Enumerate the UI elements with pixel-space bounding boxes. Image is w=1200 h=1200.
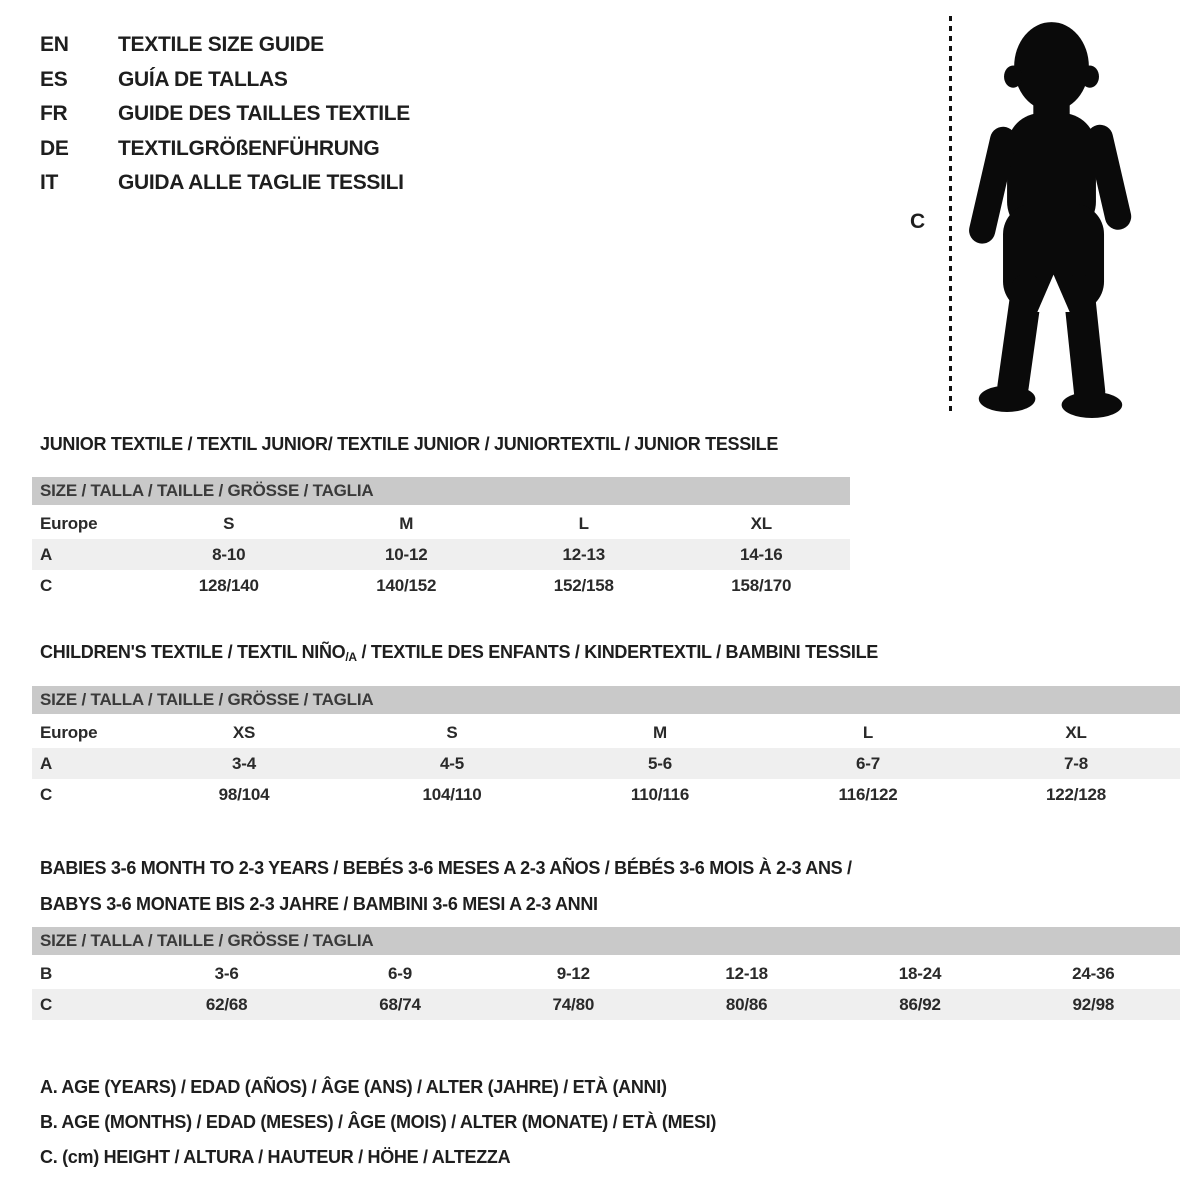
babies-textile-section	[32, 850, 1180, 1020]
row-label: Europe	[40, 723, 98, 742]
table-cell: 122/128	[1045, 785, 1107, 804]
table-row	[32, 958, 1180, 989]
section-heading: JUNIOR TEXTILE / TEXTIL JUNIOR/ TEXTILE JUNIOR / JUNIORTEXTIL / JUNIOR TESSILE	[40, 434, 779, 454]
toddler-silhouette-icon	[962, 14, 1140, 418]
table-cell: 24-36	[1072, 964, 1115, 983]
table-cell: 5-6	[648, 754, 672, 773]
language-code: DE	[40, 136, 69, 160]
language-code: EN	[40, 33, 69, 56]
table-cell: 9-12	[556, 964, 590, 983]
table-cell: 12-18	[725, 964, 768, 983]
table-row	[32, 779, 1180, 810]
children-size-table	[32, 686, 1180, 810]
table-cell: XL	[1065, 723, 1087, 742]
table-cell: 4-5	[440, 754, 464, 773]
row-label: C	[40, 576, 53, 595]
row-label: A	[40, 754, 53, 773]
table-cell: 98/104	[218, 785, 270, 804]
table-cell: 110/116	[630, 785, 690, 804]
table-cell: 128/140	[198, 576, 259, 595]
table-cell: M	[653, 723, 667, 742]
table-cell: 140/152	[376, 576, 437, 595]
language-row	[40, 97, 410, 132]
table-cell: 6-9	[388, 964, 412, 983]
table-cell: XS	[232, 723, 256, 742]
row-label: C	[40, 785, 53, 804]
table-cell: S	[223, 514, 235, 533]
junior-size-table	[32, 477, 850, 601]
row-label: Europe	[40, 514, 98, 533]
table-cell: M	[399, 514, 414, 533]
table-cell: 3-4	[232, 754, 256, 773]
row-label: C	[40, 995, 53, 1014]
table-cell: L	[862, 723, 874, 742]
table-row	[32, 570, 850, 601]
heading-text: CHILDREN'S TEXTILE / TEXTIL NIÑO	[40, 642, 346, 662]
section-heading	[32, 850, 1180, 922]
guide-title: GUÍA DE TALLAS	[118, 67, 288, 91]
table-cell: 62/68	[205, 995, 248, 1014]
guide-title: GUIDA ALLE TAGLIE TESSILI	[118, 171, 404, 195]
language-row	[40, 132, 410, 167]
height-measure-label: C	[910, 210, 926, 233]
table-cell: 3-6	[214, 964, 239, 983]
table-cell: 80/86	[725, 995, 768, 1014]
table-cell: 12-13	[562, 545, 605, 564]
heading-subscript: /A	[345, 650, 357, 664]
table-cell: 116/122	[838, 785, 898, 804]
legend-line-a: A. AGE (YEARS) / EDAD (AÑOS) / ÂGE (ANS) / ALTER (JAHRE) / ETÀ (ANNI)	[40, 1077, 667, 1097]
table-row	[32, 748, 1180, 779]
table-cell: 68/74	[379, 995, 421, 1014]
heading-text: / TEXTILE DES ENFANTS / KINDERTEXTIL / BAMBINI TESSILE	[356, 642, 878, 662]
babies-size-table	[32, 927, 1180, 1020]
table-row	[32, 508, 850, 539]
guide-title: TEXTILGRÖßENFÜHRUNG	[118, 136, 380, 160]
heading-line-2: BABYS 3-6 MONATE BIS 2-3 JAHRE / BAMBINI 3-6 MESI A 2-3 ANNI	[40, 894, 598, 914]
table-cell: 10-12	[385, 545, 428, 564]
language-row	[40, 28, 410, 63]
measure-legend	[40, 1070, 716, 1175]
table-row	[32, 717, 1180, 748]
language-code: ES	[40, 67, 68, 91]
table-cell: S	[446, 723, 458, 742]
language-code: FR	[40, 102, 68, 126]
language-title-list	[40, 28, 410, 201]
table-cell: 92/98	[1072, 995, 1115, 1014]
guide-title: GUIDE DES TAILLES TEXTILE	[118, 102, 410, 126]
table-row	[32, 539, 850, 570]
height-measure-line-icon	[949, 16, 952, 416]
table-cell: 74/80	[552, 995, 595, 1014]
table-cell: 8-10	[212, 545, 246, 564]
legend-line-c: C. (cm) HEIGHT / ALTURA / HAUTEUR / HÖHE / ALTEZZA	[40, 1147, 511, 1167]
table-cell: 86/92	[899, 995, 941, 1014]
legend-line-b: B. AGE (MONTHS) / EDAD (MESES) / ÂGE (MOIS) / ALTER (MONATE) / ETÀ (MESI)	[40, 1112, 717, 1132]
table-cell: 7-8	[1064, 754, 1088, 773]
language-row	[40, 166, 410, 201]
heading-line-1: BABIES 3-6 MONTH TO 2-3 YEARS / BEBÉS 3-6 MESES A 2-3 AÑOS / BÉBÉS 3-6 MOIS À 2-3 ANS /	[40, 858, 852, 878]
children-textile-section	[32, 642, 1180, 810]
language-code: IT	[40, 171, 59, 195]
size-header-bar: SIZE / TALLA / TAILLE / GRÖSSE / TAGLIA	[32, 686, 1180, 714]
guide-title: TEXTILE SIZE GUIDE	[118, 33, 324, 56]
language-row	[40, 63, 410, 98]
measurement-figure	[900, 0, 1160, 430]
table-cell: 104/110	[422, 785, 482, 804]
row-label: A	[40, 545, 53, 564]
size-header-bar: SIZE / TALLA / TAILLE / GRÖSSE / TAGLIA	[32, 927, 1180, 955]
row-label: B	[40, 964, 53, 983]
table-cell: XL	[750, 514, 772, 533]
table-cell: L	[578, 514, 589, 533]
table-cell: 14-16	[740, 545, 783, 564]
table-cell: 152/158	[553, 576, 614, 595]
size-header-bar: SIZE / TALLA / TAILLE / GRÖSSE / TAGLIA	[32, 477, 850, 505]
table-cell: 6-7	[856, 754, 880, 773]
table-cell: 18-24	[898, 964, 942, 983]
junior-textile-section	[32, 434, 850, 601]
table-cell: 158/170	[731, 576, 792, 595]
section-heading	[32, 642, 1180, 664]
table-row	[32, 989, 1180, 1020]
